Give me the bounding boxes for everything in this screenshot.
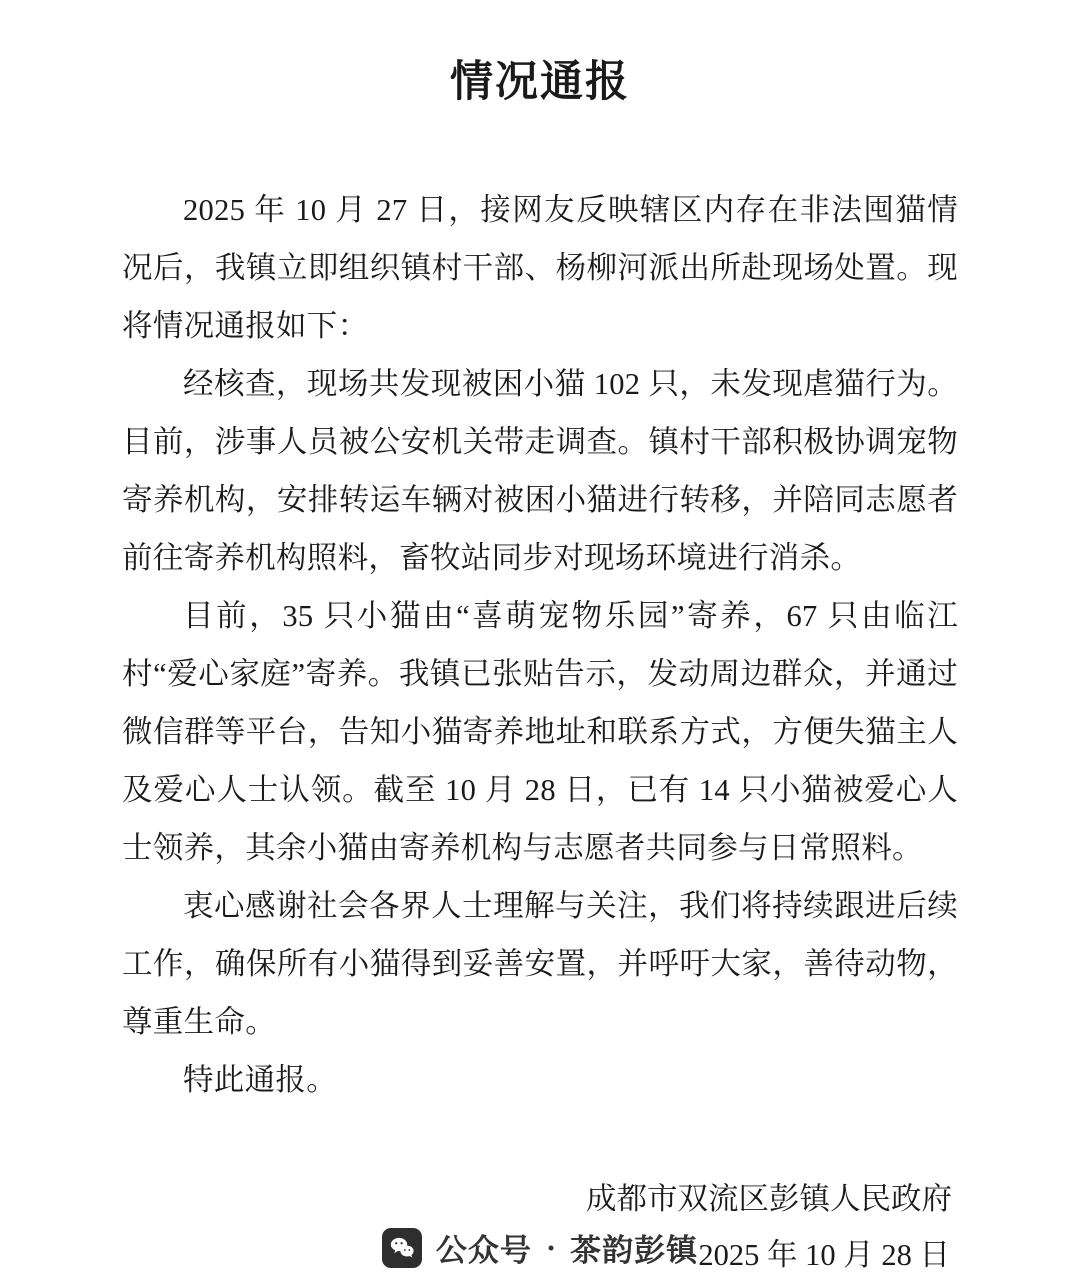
footer-separator: · xyxy=(545,1229,557,1265)
footer-prefix: 公众号 xyxy=(435,1233,532,1268)
wechat-icon xyxy=(382,1228,422,1268)
footer-account-name: 茶韵彭镇 xyxy=(570,1233,699,1268)
paragraph: 经核查，现场共发现被困小猫 102 只，未发现虐猫行为。目前，涉事人员被公安机关带走调查。镇村干部积极协调宠物寄养机构，安排转运车辆对被困小猫进行转移，并陪同志愿者前往寄养机构照料，畜牧站同步对现场环境进行消杀。 xyxy=(122,367,958,575)
paragraph: 特此通报。 xyxy=(183,1063,337,1097)
signature-date: 2025 年 10 月 28 日 xyxy=(698,1238,950,1272)
footer-brand xyxy=(0,1225,1080,1270)
page-title: 情况通报 xyxy=(450,59,630,106)
paragraph: 衷心感谢社会各界人士理解与关注，我们将持续跟进后续工作，确保所有小猫得到妥善安置，并呼吁大家，善待动物，尊重生命。 xyxy=(122,889,958,1039)
document-page xyxy=(0,48,1080,1288)
signature-issuer: 成都市双流区彭镇人民政府 xyxy=(586,1182,952,1216)
document-body xyxy=(122,181,958,1109)
paragraph: 目前，35 只小猫由“喜萌宠物乐园”寄养，67 只由临江村“爱心家庭”寄养。我镇已张贴告示，发动周边群众，并通过微信群等平台，告知小猫寄养地址和联系方式，方便失猫主人及爱心人士认领。截至 10 月 28 日，已有 14 只小猫被爱心人士领养，其余小猫由寄养机构与志愿者共同参与日常照料。 xyxy=(122,599,958,865)
paragraph: 2025 年 10 月 27 日，接网友反映辖区内存在非法囤猫情况后，我镇立即组织镇村干部、杨柳河派出所赴现场处置。现将情况通报如下： xyxy=(122,193,958,343)
